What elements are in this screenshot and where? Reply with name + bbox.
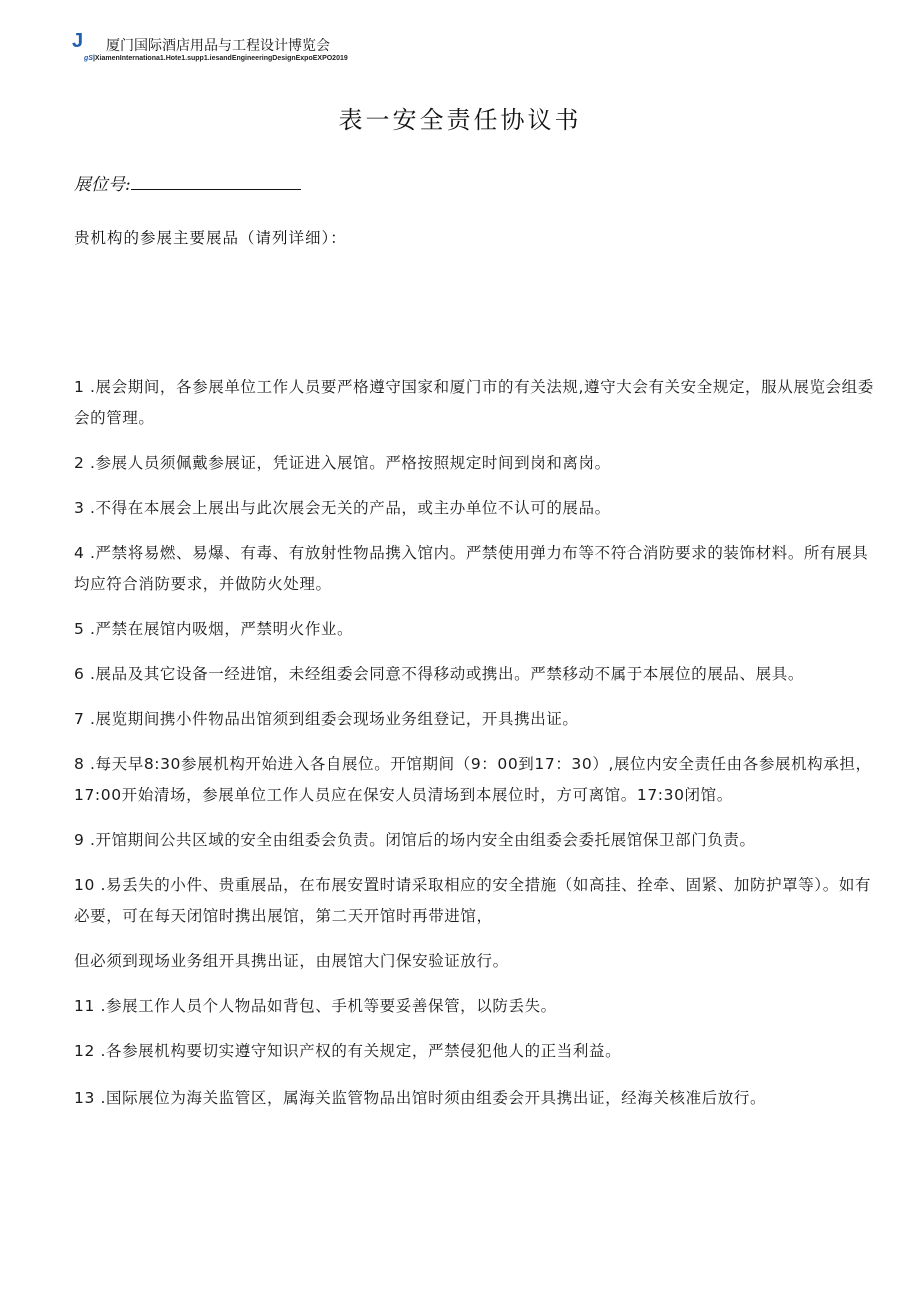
clause-list <box>74 372 874 1121</box>
expo-logo: J <box>72 30 84 52</box>
booth-number-label: 展位号: <box>74 175 131 195</box>
clause-7: 7 .展览期间携小件物品出馆须到组委会现场业务组登记，开具携出证。 <box>74 710 579 728</box>
clause-2: 2 .参展人员须佩戴参展证，凭证进入展馆。严格按照规定时间到岗和离岗。 <box>74 454 611 472</box>
organizer-name-en <box>84 55 348 62</box>
document-title: 表一安全责任协议书 <box>338 106 582 134</box>
booth-number-blank-line <box>131 175 301 190</box>
clause-11: 11 .参展工作人员个人物品如背包、手机等要妥善保管，以防丢失。 <box>74 997 557 1015</box>
clause-12: 12 .各参展机构要切实遵守知识产权的有关规定，严禁侵犯他人的正当利益。 <box>74 1042 622 1060</box>
clause-8: 8 .每天早8:30参展机构开始进入各自展位。开馆期间（9：00到17：30）,展位内安全责任由各参展机构承担，17:00开始清场，参展单位工作人员应在保安人员清场到本展位时，方可离馆。17:30闭馆。 <box>74 755 872 804</box>
clause-10: 10 .易丢失的小件、贵重展品，在布展安置时请采取相应的安全措施（如高挂、拴牵、固紧、加防护罩等）。如有必要，可在每天闭馆时携出展馆，第二天开馆时再带进馆， <box>74 876 872 925</box>
clause-4: 4 .严禁将易燃、易爆、有毒、有放射性物品携入馆内。严禁使用弹力布等不符合消防要求的装饰材料。所有展具均应符合消防要求，并做防火处理。 <box>74 544 869 593</box>
organizer-name-en-text: |XiamenInternationa1.Hote1.supp1.iesandEngineeringDesignExpoEXPO2019 <box>92 55 348 62</box>
main-exhibits-label: 贵机构的参展主要展品（请列详细）： <box>74 229 347 247</box>
organizer-name-cn: 厦门国际酒店用品与工程设计博览会 <box>106 38 330 54</box>
clause-5: 5 .严禁在展馆内吸烟，严禁明火作业。 <box>74 620 354 638</box>
clause-9: 9 .开馆期间公共区域的安全由组委会负责。闭馆后的场内安全由组委会委托展馆保卫部门负责。 <box>74 831 756 849</box>
booth-number-field <box>74 170 301 195</box>
clause-6: 6 .展品及其它设备一经进馆，未经组委会同意不得移动或携出。严禁移动不属于本展位的展品、展具。 <box>74 665 804 683</box>
clause-1: 1 .展会期间，各参展单位工作人员要严格遵守国家和厦门市的有关法规,遵守大会有关安全规定，服从展览会组委会的管理。 <box>74 378 874 427</box>
clause-10-continued: 但必须到现场业务组开具携出证，由展馆大门保安验证放行。 <box>74 952 509 970</box>
organizer-prefix: gS <box>84 55 93 62</box>
clause-3: 3 .不得在本展会上展出与此次展会无关的产品，或主办单位不认可的展品。 <box>74 499 611 517</box>
clause-13: 13 .国际展位为海关监管区，属海关监管物品出馆时须由组委会开具携出证，经海关核准后放行。 <box>74 1089 767 1107</box>
